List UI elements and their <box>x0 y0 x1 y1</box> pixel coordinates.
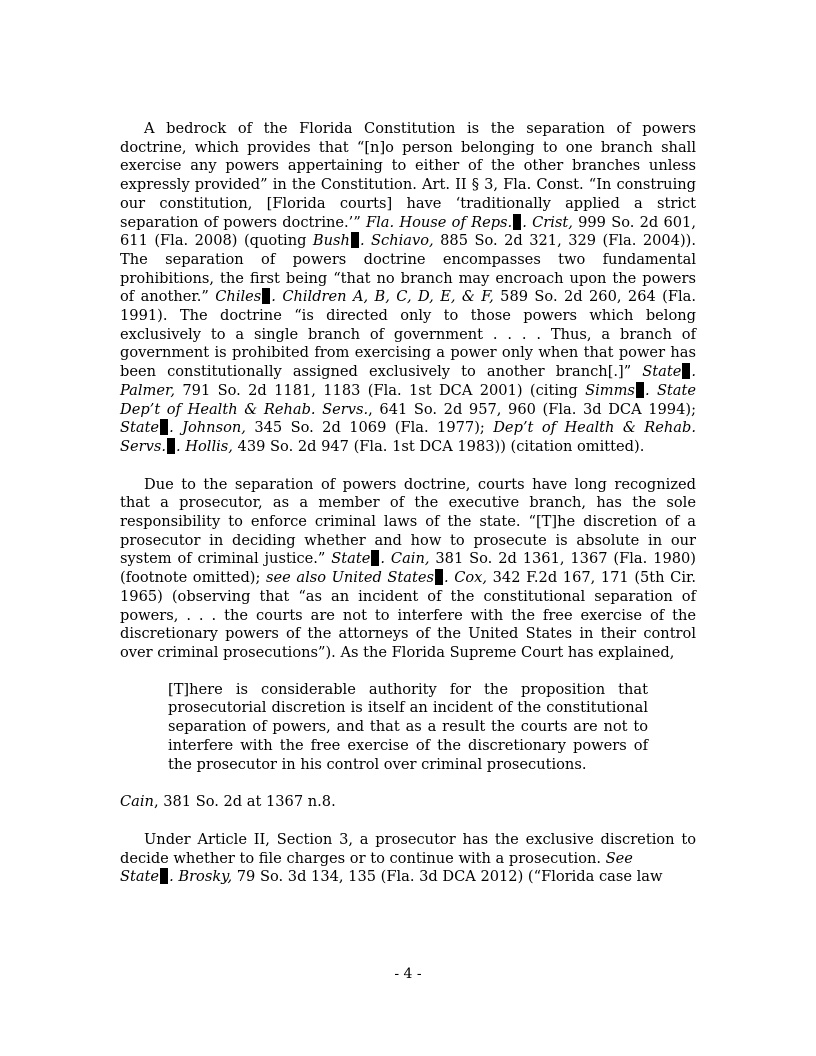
text-run: , 381 So. 2d at 1367 n.8. <box>153 793 336 811</box>
text-run: 589 So. 2d 260, 264 (Fla. 1991). The doctrine “is directed only to those powers which belong exclusively to a single branch of government . . . . Thus, a branch of government is prohibited from exercising a power only when that power has been constitutionally assigned exclusively to another branch[.]” <box>120 288 696 381</box>
paragraph-prosecutorial-discretion <box>120 476 696 663</box>
citation-case-name: Bush <box>312 232 350 250</box>
citation-case-name: Simms <box>585 381 635 399</box>
paragraph-separation-of-powers <box>120 120 696 457</box>
redaction-mark <box>167 438 175 454</box>
redaction-mark <box>262 288 270 304</box>
text-run: 345 So. 2d 1069 (Fla. 1977); <box>245 419 494 437</box>
citation-case-name: Cain <box>120 793 154 811</box>
citation-case-name: State <box>120 868 160 886</box>
text-run: , 641 So. 2d 957, 960 (Fla. 3d DCA 1994); <box>368 400 696 418</box>
text-run: Due to the separation of powers doctrine, courts have long recognized that a prosecutor, as a member of the executive branch, has the sole responsibility to enforce criminal laws of the state. “[T]he discretion of a prosecutor in deciding whether and how to prosecute is absolute in our system of criminal justice.” <box>120 475 696 568</box>
citation-case-name: . Children A, B, C, D, E, & F, <box>271 288 494 306</box>
citation-case-name: . Cox, <box>443 569 488 587</box>
citation-case-name: . Hollis, <box>175 437 233 455</box>
citation-signal: See <box>605 849 633 867</box>
text-run: 791 So. 2d 1181, 1183 (Fla. 1st DCA 2001) (citing <box>175 381 586 399</box>
citation-case-name: . Johnson, <box>169 419 246 437</box>
text-run: 79 So. 3d 134, 135 (Fla. 3d DCA 2012) (“Florida case law <box>232 868 663 886</box>
text-run: 342 F.2d 167, 171 (5th Cir. 1965) (observing that “as an incident of the constitutional separation of powers, . . . the courts are not to interfere with the free exercise of the discretionary powers of the attorneys of the United States in their control over criminal prosecutions”). As the Florida Supreme Court has explained, <box>120 569 696 661</box>
text-run: A bedrock of the Florida Constitution is the separation of powers doctrine, which provides that “[n]o person belonging to one branch shall exercise any powers appertaining to either of the other branches unless expressly provided” in the Constitution. Art. II § 3, Fla. Const. “In construing our constitution, [Florida courts] have ‘traditionally applied a strict separation of powers doctrine.’” <box>120 120 696 231</box>
citation-case-name: . Palmer, <box>120 363 696 399</box>
text-run: 885 So. 2d 321, 329 (Fla. 2004)). The separation of powers doctrine encompasses two fundamental prohibitions, the first being “that no branch may encroach upon the powers of another.” <box>120 232 696 306</box>
citation-case-name: . Crist, <box>522 213 573 231</box>
citation-case-name: State <box>120 419 160 437</box>
text-run: Under Article II, Section 3, a prosecutor has the exclusive discretion to decide whether to file charges or to continue with a prosecution. <box>120 830 696 867</box>
text-run: 381 So. 2d 1361, 1367 (Fla. 1980) (footnote omitted); <box>120 550 696 587</box>
redaction-mark <box>351 232 359 248</box>
citation-case-name: Fla. House of Reps. <box>366 213 513 231</box>
block-quote-citation <box>120 793 696 812</box>
redaction-mark <box>682 363 690 379</box>
citation-case-name: State <box>642 363 682 381</box>
redaction-mark <box>371 550 379 566</box>
redaction-mark <box>636 382 644 398</box>
redaction-mark <box>160 868 168 884</box>
page-body <box>120 120 696 887</box>
citation-case-name: Chiles <box>215 288 262 306</box>
redaction-mark <box>435 569 443 585</box>
citation-case-name: State <box>331 550 371 568</box>
citation-case-name: . Schiavo, <box>359 232 434 250</box>
citation-case-name: see also United States <box>266 569 434 587</box>
text-run: 439 So. 2d 947 (Fla. 1st DCA 1983)) (citation omitted). <box>232 437 645 455</box>
citation-case-name: . Cain, <box>380 550 430 568</box>
block-quote: [T]here is considerable authority for the proposition that prosecutorial discretion is itself an incident of the constitutional separation of powers, and that as a result the courts are not to interfere with the free exercise of the discretionary powers of the prosecutor in his control over criminal prosecutions. <box>168 680 648 773</box>
citation-case-name: . Brosky, <box>169 868 233 886</box>
page-number: - 4 - <box>394 966 422 982</box>
citation-case-name: Dep’t of Health & Rehab. Servs. <box>120 419 696 455</box>
text-run: 999 So. 2d 601, 611 (Fla. 2008) (quoting <box>120 213 696 250</box>
redaction-mark <box>160 419 168 435</box>
citation-case-name: . State Dep’t of Health & Rehab. Servs. <box>120 381 697 418</box>
redaction-mark <box>513 214 521 230</box>
paragraph-article-ii <box>120 831 696 887</box>
